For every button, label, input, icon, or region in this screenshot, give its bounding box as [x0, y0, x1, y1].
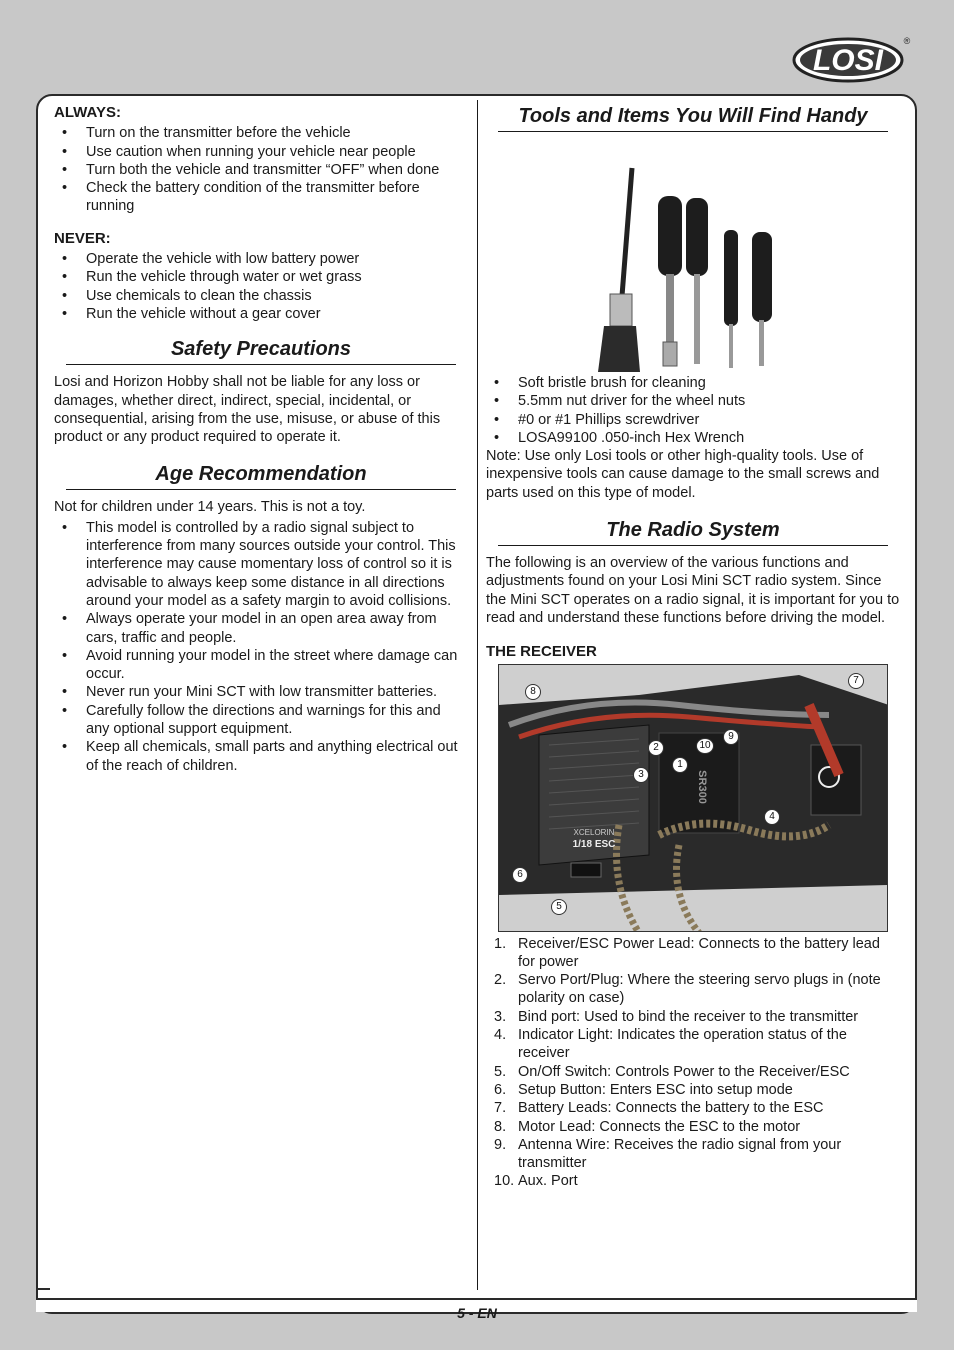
list-item [486, 1026, 900, 1063]
never-list [54, 250, 462, 323]
list-item [486, 1081, 900, 1099]
tools-note: Note: Use only Losi tools or other high-quality tools. Use of inexpensive tools can cause damage to the small screws and parts used on this type of model. [486, 448, 880, 501]
age-list [54, 519, 462, 775]
item-text: Setup Button: Enters ESC into setup mode [518, 1081, 793, 1098]
age-title: Age Recommendation [66, 462, 456, 490]
item-text: On/Off Switch: Controls Power to the Receiver/ESC [518, 1063, 850, 1080]
receiver-label: SR300 [696, 769, 708, 804]
callout-7: 7 [848, 673, 864, 689]
right-column [486, 104, 900, 1191]
registered-mark: ® [903, 36, 911, 46]
item-text: Aux. Port [518, 1173, 578, 1190]
list-item: • Avoid running your model in the street where damage can occur. [54, 647, 462, 684]
callout-5: 5 [551, 899, 567, 915]
losi-logo [792, 32, 912, 84]
item-text: Battery Leads: Connects the battery to the ESC [518, 1100, 824, 1117]
item-text: Servo Port/Plug: Where the steering servo plugs in (note polarity on case) [518, 972, 881, 1007]
phillips-screwdriver-icon [686, 198, 708, 364]
item-text: Motor Lead: Connects the ESC to the motor [518, 1118, 801, 1135]
screwdriver-icon [724, 230, 738, 368]
list-item: • This model is controlled by a radio signal subject to interference from many sources outside your control. This interference may cause momentary loss of control so it is advisable to always keep some distance in all directions around your model as a safety margin to avoid collisions. [54, 519, 462, 610]
list-item: • Run the vehicle without a gear cover [54, 305, 462, 323]
list-item [486, 1136, 900, 1173]
never-heading: NEVER: [54, 229, 111, 247]
list-item [486, 1118, 900, 1136]
list-item: • 5.5mm nut driver for the wheel nuts [486, 392, 900, 410]
receiver-list [486, 935, 900, 1191]
list-item: • Soft bristle brush for cleaning [486, 374, 900, 392]
receiver-heading: THE RECEIVER [486, 643, 597, 661]
item-number: 7. [494, 1100, 507, 1117]
list-item: • Never run your Mini SCT with low transmitter batteries. [54, 683, 462, 701]
safety-text: Losi and Horizon Hobby shall not be liable for any loss or damages, whether direct, indirect, special, incidental, or consequential, arising from the use, misuse, or abuse of this product or any product required to operate it. [54, 374, 441, 446]
list-item: • Carefully follow the directions and warnings for this and any optional support equipment. [54, 702, 462, 739]
esc-brand: XCELORIN [573, 827, 615, 837]
logo-text: LOSI [812, 44, 884, 77]
radio-title: The Radio System [498, 518, 888, 546]
item-number: 6. [494, 1081, 507, 1098]
list-item: • Check the battery condition of the transmitter before running [54, 179, 462, 216]
item-text: Indicator Light: Indicates the operation status of the receiver [518, 1027, 847, 1062]
list-item [486, 935, 900, 972]
callout-9: 9 [723, 729, 739, 745]
age-intro: Not for children under 14 years. This is not a toy. [54, 499, 366, 516]
radio-text: The following is an overview of the various functions and adjustments found on your Losi Mini SCT radio system. Since the Mini SCT operates on a radio signal, it is important for you to read and understand these functions before driving the model. [486, 555, 900, 626]
brush-icon [598, 168, 640, 372]
tools-title: Tools and Items You Will Find Handy [498, 104, 888, 132]
always-heading: ALWAYS: [54, 104, 121, 121]
callout-6: 6 [512, 867, 528, 883]
list-item [486, 1008, 900, 1026]
list-item: • Use chemicals to clean the chassis [54, 287, 462, 305]
hex-wrench-icon [752, 232, 772, 366]
item-number: 8. [494, 1118, 507, 1135]
callout-4: 4 [764, 809, 780, 825]
item-number: 2. [494, 972, 507, 989]
item-number: 5. [494, 1063, 507, 1080]
list-item: • Run the vehicle through water or wet grass [54, 268, 462, 286]
item-number: 1. [494, 935, 507, 952]
callout-1: 1 [672, 757, 688, 773]
esc-label: 1/18 ESC [572, 838, 616, 850]
list-item [486, 1172, 900, 1190]
page-number: 5 - EN [457, 1305, 497, 1321]
callout-10: 10 [696, 738, 714, 754]
list-item: • Keep all chemicals, small parts and anything electrical out of the reach of children. [54, 738, 462, 775]
list-item [486, 1063, 900, 1081]
item-number: 4. [494, 1027, 507, 1044]
item-text: Bind port: Used to bind the receiver to the transmitter [518, 1008, 859, 1025]
item-text: Antenna Wire: Receives the radio signal from your transmitter [518, 1136, 842, 1172]
list-item: • LOSA99100 .050-inch Hex Wrench [486, 429, 900, 447]
receiver-photo [498, 664, 888, 932]
callout-2: 2 [648, 740, 664, 756]
always-list [54, 124, 462, 215]
callout-3: 3 [633, 767, 649, 783]
tools-list [486, 374, 900, 447]
column-divider [477, 100, 478, 1290]
list-item: • Turn both the vehicle and transmitter “OFF” when done [54, 161, 462, 179]
list-item: • Operate the vehicle with low battery power [54, 250, 462, 268]
tools-photo [486, 146, 900, 374]
list-item: • Use caution when running your vehicle near people [54, 143, 462, 161]
item-text: Receiver/ESC Power Lead: Connects to the battery lead for power [518, 935, 880, 970]
list-item: • Turn on the transmitter before the vehicle [54, 124, 462, 142]
safety-title: Safety Precautions [66, 337, 456, 365]
item-number: 3. [494, 1008, 507, 1025]
callout-8: 8 [525, 684, 541, 700]
item-number: 9. [494, 1136, 507, 1153]
item-number: 10. [494, 1173, 515, 1190]
list-item [486, 1099, 900, 1117]
list-item: • Always operate your model in an open area away from cars, traffic and people. [54, 610, 462, 647]
list-item [486, 971, 900, 1008]
list-item: • #0 or #1 Phillips screwdriver [486, 411, 900, 429]
nut-driver-icon [658, 196, 682, 366]
left-column [54, 104, 462, 775]
